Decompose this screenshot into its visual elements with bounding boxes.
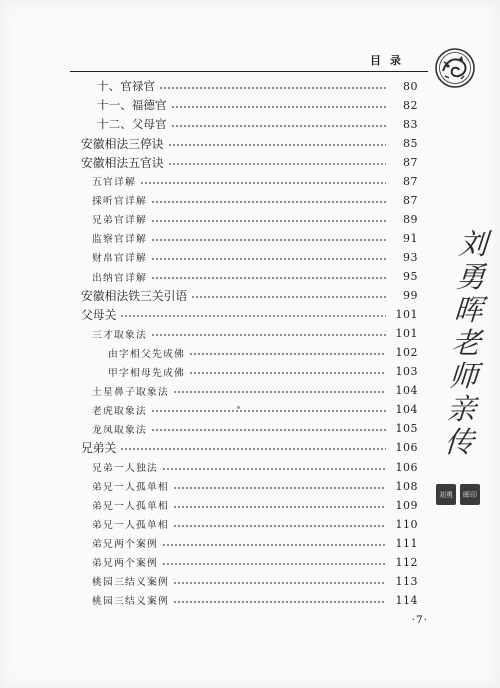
toc-leader-dots [162,563,386,565]
toc-leader-dots [168,163,386,165]
toc-entry[interactable] [92,210,418,228]
toc-entry[interactable] [92,591,418,609]
toc-leader-dots [173,487,386,489]
side-title-char: 亲 [445,392,478,426]
toc-entry-page: 104 [395,384,418,398]
toc-entry-label: 龙凤取象法 [92,424,147,436]
toc-entry-page: 103 [395,365,418,379]
toc-entry-label: 安徽相法五官诀 [81,155,164,170]
toc-entry-label: 土星鼻子取象法 [92,386,169,398]
toc-leader-dots [151,258,386,260]
toc-leader-dots [151,410,386,412]
toc-entry-page: 105 [395,422,418,436]
toc-entry-label: 出纳官详解 [92,272,147,284]
toc-entry-page: 87 [403,193,418,207]
toc-entry-page: 104 [395,403,418,417]
toc-leader-dots [151,239,386,241]
toc-entry-label: 由字相父先成佛 [108,348,185,360]
toc-entry-page: 114 [395,593,418,607]
toc-entry[interactable] [92,458,418,476]
toc-entry[interactable] [81,134,418,152]
toc-entry[interactable] [92,172,418,190]
page-header-title: 目录 [370,54,410,67]
toc-leader-dots [120,448,386,450]
toc-entry[interactable] [92,496,418,514]
vertical-side-title [439,228,493,459]
toc-leader-dots [189,353,386,355]
toc-leader-dots [173,582,386,584]
toc-entry-label: 採听官详解 [92,196,147,208]
toc-entry-label: 弟兄两个案例 [92,539,158,551]
toc-entry[interactable] [92,191,418,209]
paper-speck [237,406,240,409]
toc-leader-dots [162,468,386,470]
toc-entry[interactable] [92,248,418,266]
seal-stamps [436,484,480,506]
toc-entry[interactable] [81,287,418,305]
toc-entry-label: 父母关 [81,308,117,323]
toc-entry-page: 99 [403,289,418,303]
toc-leader-dots [120,315,386,317]
toc-entry-page: 93 [403,250,418,264]
toc-entry-label: 弟兄一人孤单相 [92,482,169,494]
toc-entry-label: 桃园三结义案例 [92,577,169,589]
side-title-char: 老 [450,326,482,360]
toc-entry[interactable] [92,229,418,247]
seal-stamp-text: 刘勇 [439,490,453,499]
toc-entry[interactable] [92,515,418,533]
toc-entry-page: 109 [395,498,418,512]
dragon-emblem-icon [434,47,476,89]
side-title-char: 刘 [457,227,489,261]
toc-entry[interactable] [92,420,418,438]
toc-entry-label: 兄弟官详解 [92,215,147,227]
toc-entry-label: 十一、福德官 [97,98,167,113]
toc-entry-page: 106 [395,460,418,474]
seal-stamp-right [460,484,480,505]
toc-entry-label: 老虎取象法 [92,405,147,417]
toc-entry[interactable] [108,363,418,381]
toc-leader-dots [191,296,386,298]
toc-entry[interactable] [81,306,418,324]
toc-entry-page: 85 [403,136,418,150]
toc-leader-dots [173,525,386,527]
toc-entry[interactable] [81,439,418,457]
toc-entry-label: 桃园三结义案例 [92,596,169,608]
side-title-char: 师 [448,359,480,393]
toc-entry-page: 112 [395,555,418,569]
toc-entry[interactable] [81,153,418,171]
toc-entry-label: 兄弟一人独法 [92,463,158,474]
toc-leader-dots [171,106,386,108]
toc-entry-page: 111 [395,536,418,550]
toc-leader-dots [173,391,386,393]
toc-entry-page: 95 [403,270,418,283]
toc-leader-dots [173,601,386,603]
toc-entry-page: 87 [403,174,418,188]
toc-entry-page: 102 [395,346,418,360]
toc-entry-page: 83 [403,117,418,131]
toc-entry-label: 监察官详解 [92,234,147,246]
toc-leader-dots [151,220,386,222]
toc-leader-dots [140,182,386,184]
toc-entry[interactable] [92,572,418,590]
toc-entry-label: 五官详解 [92,177,136,189]
seal-stamp-left [436,484,456,505]
toc-entry[interactable] [97,115,418,133]
toc-entry[interactable] [97,96,418,114]
toc-entry-label: 甲字相母先成佛 [108,367,185,379]
side-title-char: 勇 [454,260,487,294]
toc-entry[interactable] [92,553,418,571]
toc-entry-page: 113 [395,574,418,588]
toc-leader-dots [151,334,386,336]
toc-entry-page: 89 [403,212,418,226]
seal-stamp-text: 晖印 [463,490,477,499]
toc-entry-page: 91 [403,231,418,245]
toc-entry[interactable] [97,77,418,95]
side-title-char: 晖 [452,293,485,327]
toc-entry[interactable] [92,534,418,552]
toc-entry-label: 兄弟关 [81,441,117,456]
toc-leader-dots [151,201,386,203]
toc-entry-label: 十二、父母官 [97,117,167,132]
toc-entry-label: 三才取象法 [92,329,147,341]
toc-leader-dots [159,87,386,89]
page-number: ·7· [411,614,428,626]
toc-entry-label: 安徽相法铁三关引语 [81,289,188,304]
toc-entry[interactable] [92,477,418,495]
toc-leader-dots [151,277,386,279]
toc-entry[interactable] [92,268,418,286]
toc-entry-page: 80 [403,79,418,93]
toc-entry-page: 87 [403,155,418,169]
toc-entry-label: 弟兄两个案例 [92,558,158,570]
toc-entry[interactable] [108,344,418,362]
toc-entry[interactable] [92,325,418,343]
toc-entry-label: 十、官禄官 [97,79,155,93]
toc-entry-label: 弟兄一人孤单相 [92,501,169,513]
toc-entry[interactable] [92,382,418,400]
toc-entry-page: 110 [395,517,418,531]
toc-entry-page: 82 [403,98,418,112]
toc-leader-dots [189,372,386,374]
toc-leader-dots [162,544,386,546]
toc-leader-dots [171,125,386,127]
toc-entry[interactable] [92,401,418,419]
toc-entry-page: 106 [395,441,418,455]
toc-entry-label: 弟兄一人孤单相 [92,520,169,532]
toc-leader-dots [151,429,386,431]
toc-entry-page: 101 [395,308,418,322]
toc-entry-label: 财帛官详解 [92,253,147,265]
toc-entry-page: 108 [395,479,418,493]
toc-entry-page: 101 [395,327,418,341]
toc-entry-label: 安徽相法三停诀 [81,136,164,151]
toc-leader-dots [173,506,386,508]
toc-leader-dots [168,144,386,146]
side-title-char: 传 [443,425,475,459]
